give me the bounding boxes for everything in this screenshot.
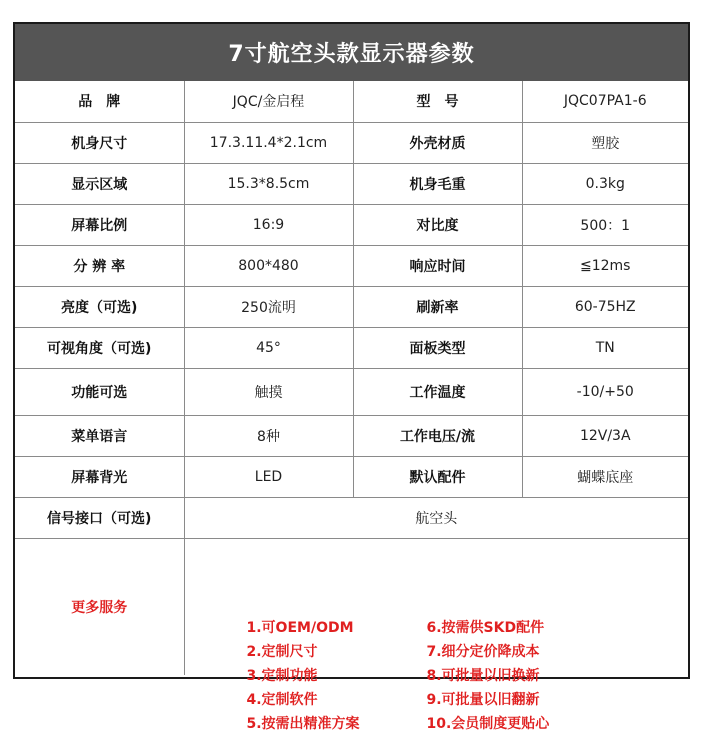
label-cell: 分 辨 率 <box>15 245 184 286</box>
service-item: 4.定制软件 <box>246 691 318 708</box>
label-cell: 功能可选 <box>15 368 184 415</box>
value-cell: 8种 <box>184 415 353 456</box>
value-cell: JQC07PA1-6 <box>522 81 688 122</box>
value-cell: 16:9 <box>184 204 353 245</box>
value-cell: 触摸 <box>184 368 353 415</box>
value-cell: 12V/3A <box>522 415 688 456</box>
table-row <box>15 286 688 327</box>
table-row <box>15 415 688 456</box>
table-row-services <box>15 538 688 675</box>
label-cell: 品 牌 <box>15 81 184 122</box>
value-cell: ≦12ms <box>522 245 688 286</box>
label-cell: 可视角度（可选) <box>15 327 184 368</box>
services-right-column <box>427 616 550 736</box>
value-cell: 塑胶 <box>522 122 688 163</box>
table-row <box>15 327 688 368</box>
value-cell: 60-75HZ <box>522 286 688 327</box>
label-cell: 工作电压/流 <box>353 415 522 456</box>
label-cell: 型 号 <box>353 81 522 122</box>
value-cell: 45° <box>184 327 353 368</box>
table-row <box>15 81 688 122</box>
label-cell: 亮度（可选) <box>15 286 184 327</box>
sheet-title: 7寸航空头款显示器参数 <box>15 24 688 81</box>
service-item: 3.定制功能 <box>246 667 318 684</box>
table-row <box>15 122 688 163</box>
service-item: 5.按需出精准方案 <box>246 715 360 732</box>
value-cell: 蝴蝶底座 <box>522 456 688 497</box>
label-cell: 菜单语言 <box>15 415 184 456</box>
label-cell: 默认配件 <box>353 456 522 497</box>
label-cell: 显示区域 <box>15 163 184 204</box>
table-row-interface <box>15 497 688 538</box>
table-row <box>15 163 688 204</box>
label-cell: 屏幕背光 <box>15 456 184 497</box>
table-row <box>15 204 688 245</box>
label-cell: 屏幕比例 <box>15 204 184 245</box>
label-cell: 工作温度 <box>353 368 522 415</box>
value-cell: JQC/金启程 <box>184 81 353 122</box>
label-cell: 面板类型 <box>353 327 522 368</box>
services-label: 更多服务 <box>15 538 184 675</box>
service-item: 7.细分定价降成本 <box>426 643 540 660</box>
interface-value: 航空头 <box>184 497 688 538</box>
value-cell: 15.3*8.5cm <box>184 163 353 204</box>
service-item: 10.会员制度更贴心 <box>426 715 550 732</box>
value-cell: 500：1 <box>522 204 688 245</box>
value-cell: 17.3.11.4*2.1cm <box>184 122 353 163</box>
value-cell: 0.3kg <box>522 163 688 204</box>
label-cell: 机身毛重 <box>353 163 522 204</box>
spec-sheet <box>13 22 690 732</box>
table-row <box>15 245 688 286</box>
service-item: 8.可批量以旧换新 <box>426 667 540 684</box>
value-cell: TN <box>522 327 688 368</box>
label-cell: 外壳材质 <box>353 122 522 163</box>
value-cell: 800*480 <box>184 245 353 286</box>
service-item: 2.定制尺寸 <box>246 643 318 660</box>
service-item: 6.按需供SKD配件 <box>426 619 545 636</box>
label-cell: 响应时间 <box>353 245 522 286</box>
service-item: 9.可批量以旧翻新 <box>426 691 540 708</box>
table-row <box>15 368 688 415</box>
label-cell: 对比度 <box>353 204 522 245</box>
service-item: 1.可OEM/ODM <box>246 619 354 636</box>
spec-table <box>15 81 688 732</box>
label-cell: 刷新率 <box>353 286 522 327</box>
value-cell: LED <box>184 456 353 497</box>
value-cell: -10/+50 <box>522 368 688 415</box>
services-cell <box>184 538 688 732</box>
services-left-column <box>247 616 360 736</box>
value-cell: 250流明 <box>184 286 353 327</box>
table-row <box>15 456 688 497</box>
interface-label: 信号接口（可选) <box>15 497 184 538</box>
label-cell: 机身尺寸 <box>15 122 184 163</box>
spec-table-body <box>15 81 688 732</box>
